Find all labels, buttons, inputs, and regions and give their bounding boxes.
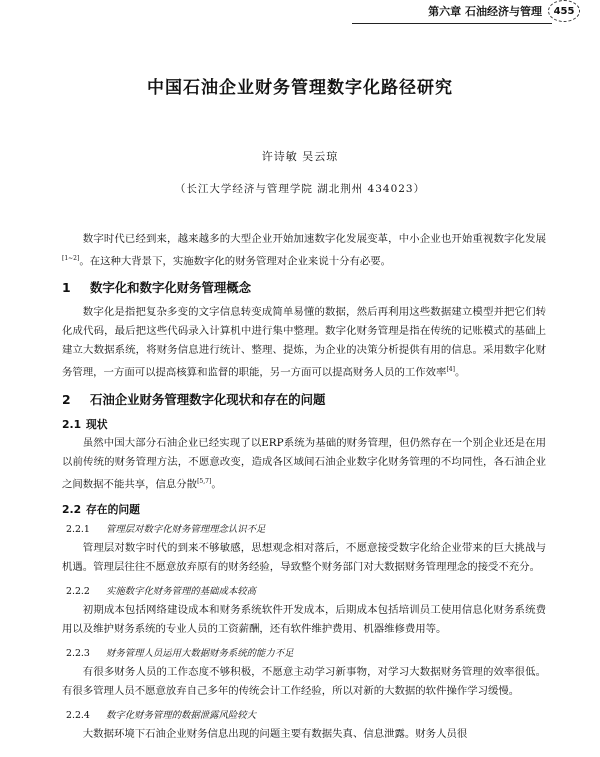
running-header xyxy=(428,0,580,22)
citation[interactable]: [1~2] xyxy=(62,255,80,262)
paper-title: 中国石油企业财务管理数字化路径研究 xyxy=(147,78,453,98)
subsection-paragraph: 大数据环境下石油企业财务信息出现的问题主要有数据失真、信息泄露。财务人员很 xyxy=(82,728,468,741)
subsection-paragraph: 管理层对数字时代的到来不够敏感，思想观念相对落后，不愿意接受数字化给企业带来的巨大挑战与机遇。管理层往往不愿意放弃原有的财务经验，导致整个财务部门对大数据财务管理理念的接受不充分。 xyxy=(62,542,546,574)
subsection-heading: 2.2.3 财务管理人员运用大数据财务系统的能力不足 xyxy=(66,648,294,660)
citation[interactable]: [5,7] xyxy=(197,477,212,485)
section-1-heading: 1 数字化和数字化财务管理概念 xyxy=(62,280,252,296)
subsection-heading: 2.2.1 管理层对数字化财务管理理念认识不足 xyxy=(66,524,266,536)
citation[interactable]: [4] xyxy=(446,366,455,374)
subsection-paragraph: 初期成本包括网络建设成本和财务系统软件开发成本，后期成本包括培训员工使用信息化财务系统费用以及维护财务系统的专业人员的工资薪酬，还有软件维护费用、机器维修费用等。 xyxy=(62,604,546,636)
subsection-paragraph: 有很多财务人员的工作态度不够积极，不愿意主动学习新事物，对学习大数据财务管理的效率很低。有很多管理人员不愿意放弃自己多年的传统会计工作经验，所以对新的大数据的软件操作学习缓慢。 xyxy=(62,666,546,698)
section-2-1-paragraph: 虽然中国大部分石油企业已经实现了以ERP系统为基础的财务管理，但仍然存在一个别企业还是在用以前传统的财务管理方法，不愿意改变，造成各区域间石油企业数字化财务管理的不均同性，各石油企业之间数据不能共享，信息分散[5,7]。 xyxy=(62,436,546,491)
header-rule xyxy=(352,23,552,24)
section-2-heading: 2 石油企业财务管理数字化现状和存在的问题 xyxy=(62,391,326,407)
subsection-heading: 2.2.4 数字化财务管理的数据泄露风险较大 xyxy=(66,710,257,722)
authors: 许诗敏 吴云琼 xyxy=(261,150,339,163)
page-number: 455 xyxy=(548,0,580,22)
subsection-heading: 2.2.2 实施数字化财务管理的基础成本较高 xyxy=(66,586,257,598)
paper-body xyxy=(62,230,546,750)
section-2-1-heading: 2.1 现状 xyxy=(62,417,108,431)
section-1-paragraph: 数字化是指把复杂多变的文字信息转变成简单易懂的数据，然后再利用这些数据建立模型并把它们转化成代码，最后把这些代码录入计算机中进行集中整理。数字化财务管理是指在传统的记账模式的基础上建立大数据系统，将财务信息进行统计、整理、提炼，为企业的决策分析提供有用的信息。采用数字化财务管理，一方面可以提高核算和监督的职能，另一方面可以提高财务人员的工作效率[4]。 xyxy=(62,306,546,379)
chapter-title: 第六章 石油经济与管理 xyxy=(428,5,542,18)
intro-paragraph: 数字时代已经到来，越来越多的大型企业开始加速数字化发展变革，中小企业也开始重视数字化发展[1~2]。在这种大背景下，实施数字化的财务管理对企业来说十分有必要。 xyxy=(62,233,546,268)
section-2-2-heading: 2.2 存在的问题 xyxy=(62,503,140,517)
affiliation: （长江大学经济与管理学院 湖北荆州 434023） xyxy=(174,183,426,195)
